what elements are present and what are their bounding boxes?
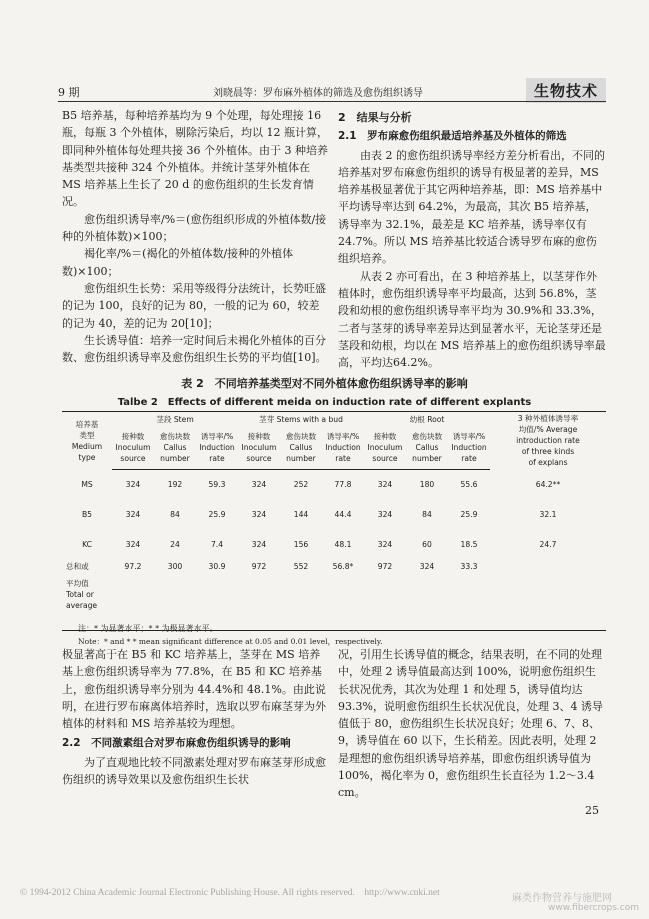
left-column [62, 107, 330, 366]
table-cell: 156 [293, 540, 309, 549]
total-label: 总和或 平均值 Total or average [62, 560, 112, 631]
table-cell: 180 [419, 480, 435, 489]
table-cell: 972 [364, 560, 406, 631]
col-inoculum: 接种数 Inoculum source [364, 427, 406, 469]
table-cell: 144 [293, 510, 309, 519]
paragraph: 为了直观地比较不同激素处理对罗布麻茎芽形成愈伤组织的诱导效果以及愈伤组织生长状 [62, 755, 326, 787]
table-cell: 77.8 [334, 480, 352, 489]
row-label: B5 [81, 510, 93, 519]
issue-number: 9 期 [58, 86, 80, 99]
table-cell: 7.4 [210, 540, 224, 549]
bottom-left-column [62, 646, 330, 788]
col-callus: 愈伤块数 Callus number [280, 427, 322, 469]
table-cell: 324 [125, 510, 141, 519]
journal-name: 生物技术 [526, 78, 606, 103]
table-note-en: Note：* and * * mean significant difference at 0.05 and 0.01 level，respectively. [78, 637, 383, 646]
table-cell: 56.8* [322, 560, 364, 631]
table-row [62, 530, 606, 560]
paragraph: 况，引用生长诱导值的概念，结果表明，在不同的处理中，处理 2 诱导值最高达到 100%，说明愈伤组织生长状况优秀，其次为处理 1 和处理 5，诱导值均达 93.3%，说明愈伤组织生长状况优良，处理 3、4 诱导值低于 80，愈伤组织生长状况良好；处理 6、7、8、9，诱导值在 60 以下，生长稍差。因此表明，处理 2 是理想的愈伤组织诱导培养基，即愈伤组织诱导值为 100%，褐化率为 0，愈伤组织生长直径为 1.2～3.4 cm。 [338, 648, 603, 800]
table-cell: 84 [422, 510, 432, 519]
paragraph: 从表 2 亦可看出，在 3 种培养基上，以茎芽作外植体时，愈伤组织诱导率平均最高，达到 56.8%，茎段和幼根的愈伤组织诱导率平均为 30.9%和 33.3%，二者与茎芽的诱导率差异达到显著水平，无论茎芽还是茎段和幼根，均以在 MS 培养基上的愈伤组织诱导率最高，平均达64.2%。 [338, 269, 606, 370]
table-row [62, 500, 606, 530]
col-induction: 诱导率/% Induction rate [322, 427, 364, 469]
paragraph: B5 培养基，每种培养基均为 9 个处理，每处理接 16 瓶，每瓶 3 个外植体，剔除污染后，均以 12 瓶计算，即同种外植体每处理共接 36 个外植体。由于 3 种培养基类型共接种 324 个外植体。并统计茎芽外植体在 MS 培养基上生长了 20 d 的愈伤组织的生长发育情况。 [62, 109, 328, 209]
table-cell: 324 [377, 540, 393, 549]
table-cell: 59.3 [208, 480, 226, 489]
table-cell: 33.3 [448, 560, 490, 631]
paragraph: 极显著高于在 B5 和 KC 培养基上，茎芽在 MS 培养基上愈伤组织诱导率为 77.8%，在 B5 和 KC 培养基上，愈伤组织诱导率分别为 44.4%和 48.1%。由此说明，在进行罗布麻离体培养时，选取以罗布麻茎芽为外植体的材料和 MS 培养基较为理想。 [62, 648, 326, 731]
corner-header: 培养基 类型 Medium type [62, 412, 112, 470]
table-cell: 24 [170, 540, 180, 549]
table-cell: 324 [406, 560, 448, 631]
table-cell: 300 [154, 560, 196, 631]
table-cell: 97.2 [112, 560, 154, 631]
table-cell: 84 [170, 510, 180, 519]
table-note-zh: 注：* 为显著水平；* * 为极显著水平。 [78, 624, 218, 633]
total-row [62, 560, 606, 631]
group-header-stem: 茎段 Stem [112, 412, 238, 428]
col-inoculum: 接种数 Inoculum source [112, 427, 154, 469]
col-induction: 诱导率/% Induction rate [448, 427, 490, 469]
section-heading: 2 结果与分析 [338, 111, 412, 124]
group-header-root: 幼根 Root [364, 412, 490, 428]
table-cell: 324 [125, 480, 141, 489]
bottom-right-column [338, 646, 606, 802]
table-cell: 324 [125, 540, 141, 549]
subsection-heading: 2.2 不同激素组合对罗布麻愈伤组织诱导的影响 [62, 737, 291, 750]
formula-browning-rate: 褐化率/%＝(褐化的外植体数/接种的外植体数)×100； [62, 247, 294, 278]
paragraph: 由表 2 的愈伤组织诱导率经方差分析看出，不同的培养基对罗布麻愈伤组织的诱导有极显著的差异，MS 培养基极显著优于其它两种培养基，即：MS 培养基中平均诱导率达到 64.2%，为最高，其次 B5 培养基，诱导率为 32.1%，最差是 KC 培养基，诱导率仅有 24.7%。所以 MS 培养基比较适合诱导罗布麻的愈伤组织培养。 [338, 148, 605, 266]
table-cell: 24.7 [539, 540, 557, 549]
table-cell: 60 [422, 540, 432, 549]
average-header: 3 种外植体诱导率 均值/% Average introduction rate of three kinds of explans [490, 412, 606, 470]
table-row [62, 469, 606, 500]
table-cell: 48.1 [334, 540, 352, 549]
table-cell: 32.1 [539, 510, 557, 519]
col-inoculum: 接种数 Inoculum source [238, 427, 280, 469]
page-number: 25 [585, 804, 599, 817]
table-cell: 324 [251, 480, 267, 489]
row-label: KC [82, 540, 92, 549]
running-header [58, 78, 606, 100]
running-title: 刘晓晨等：罗布麻外植体的筛选及愈伤组织诱导 [213, 88, 423, 99]
header-rule [58, 101, 606, 102]
watermark: 麻类作物营养与施肥网 [512, 893, 612, 904]
table-cell: 324 [251, 510, 267, 519]
table-cell: 324 [377, 480, 393, 489]
row-label: MS [81, 479, 93, 489]
table-cell: 18.5 [460, 540, 478, 549]
table-cell: 252 [293, 480, 309, 489]
table-caption-zh: 表 2 不同培养基类型对不同外植体愈伤组织诱导率的影响 [181, 377, 468, 390]
table-cell: 972 [238, 560, 280, 631]
table-cell: 324 [377, 510, 393, 519]
growth-vigor-def: 愈伤组织生长势：采用等级得分法统计，长势旺盛的记为 100，良好的记为 80，一般的记为 60，较差的记为 40，差的记为 20[10]； [62, 281, 326, 330]
table-cell: 30.9 [196, 560, 238, 631]
copyright-footer: © 1994-2012 China Academic Journal Electronic Publishing House. All rights reserved. http://www.cnki.net [20, 888, 440, 898]
col-callus: 愈伤块数 Callus number [154, 427, 196, 469]
table-cell: 64.2** [535, 479, 561, 489]
table-cell [490, 560, 606, 631]
subsection-heading: 2.1 罗布麻愈伤组织最适培养基及外植体的筛选 [338, 130, 567, 143]
watermark-url: www.fibercrops.com [548, 903, 639, 913]
results-table [62, 411, 606, 631]
right-column [338, 107, 606, 371]
table-cell: 44.4 [334, 510, 352, 519]
table-cell: 55.6 [460, 480, 478, 489]
col-induction: 诱导率/% Induction rate [196, 427, 238, 469]
table-cell: 25.9 [460, 510, 478, 519]
col-callus: 愈伤块数 Callus number [406, 427, 448, 469]
growth-induction-def: 生长诱导值：培养一定时间后未褐化外植体的百分数、愈伤组织诱导率及愈伤组织生长势的平均值[10]。 [62, 333, 327, 365]
table-cell: 25.9 [208, 510, 226, 519]
formula-callus-rate: 愈伤组织诱导率/%＝(愈伤组织形成的外植体数/接种的外植体数)×100； [62, 212, 327, 244]
table-cell: 552 [280, 560, 322, 631]
table-cell: 192 [167, 480, 183, 489]
table-caption-en: Talbe 2 Effects of different meida on induction rate of different explants [117, 397, 532, 408]
table-cell: 324 [251, 540, 267, 549]
group-header-bud: 茎芽 Stems with a bud [238, 412, 364, 428]
